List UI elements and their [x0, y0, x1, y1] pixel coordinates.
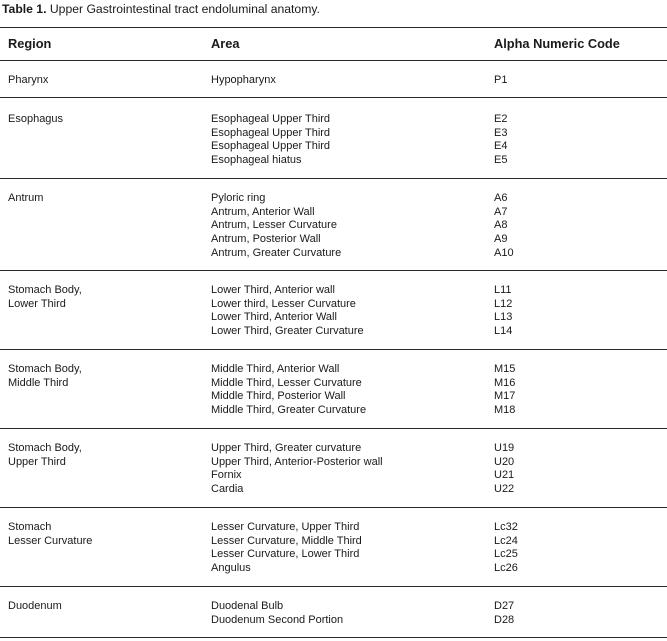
area-cell-line: Middle Third, Anterior Wall — [211, 363, 340, 375]
area-cell-line: Middle Third, Greater Curvature — [211, 404, 367, 417]
region-cell-line: Upper Third — [8, 455, 66, 468]
table-number: Table 1. — [2, 2, 47, 16]
area-cell — [211, 600, 343, 627]
region-cell-line: Stomach Body, — [8, 363, 82, 375]
code-cell-line: M16 — [494, 376, 516, 389]
code-cell-line: E3 — [494, 126, 508, 139]
code-cell — [494, 363, 515, 418]
area-cell-line: Duodenum Second Portion — [211, 613, 344, 626]
column-header-code: Alpha Numeric Code — [494, 36, 620, 51]
area-cell-line: Lesser Curvature, Lower Third — [211, 548, 360, 561]
region-cell-line: Stomach — [8, 521, 52, 533]
code-cell-line: A9 — [494, 233, 508, 246]
area-cell-line: Lesser Curvature, Middle Third — [211, 534, 362, 547]
code-cell-line: M17 — [494, 390, 516, 403]
code-cell-line: M15 — [494, 363, 516, 375]
region-cell — [8, 192, 43, 206]
area-cell-line: Lesser Curvature, Upper Third — [211, 521, 360, 533]
area-cell-line: Hypopharynx — [211, 74, 276, 86]
code-cell-line: E4 — [494, 140, 508, 153]
region-cell-line: Stomach Body, — [8, 284, 82, 296]
area-cell-line: Lower third, Lesser Curvature — [211, 297, 356, 310]
group-divider — [0, 637, 667, 638]
area-cell-line: Antrum, Greater Curvature — [211, 246, 342, 259]
area-cell-line: Antrum, Posterior Wall — [211, 233, 321, 246]
code-cell-line: E5 — [494, 154, 508, 167]
group-divider — [0, 349, 667, 350]
code-cell-line: A8 — [494, 219, 508, 232]
region-cell — [8, 284, 82, 311]
code-cell-line: D27 — [494, 600, 515, 612]
code-cell-line: Lc24 — [494, 534, 518, 547]
area-cell — [211, 74, 276, 88]
code-cell-line: U20 — [494, 455, 515, 468]
region-cell-line: Antrum — [8, 192, 44, 204]
code-cell-line: U22 — [494, 483, 515, 496]
table-top-rule — [0, 27, 667, 28]
group-divider — [0, 428, 667, 429]
area-cell-line: Antrum, Lesser Curvature — [211, 219, 337, 232]
group-divider — [0, 97, 667, 98]
group-divider — [0, 270, 667, 271]
region-cell — [8, 521, 92, 548]
code-cell-line: Lc32 — [494, 521, 518, 533]
code-cell-line: L14 — [494, 325, 513, 338]
area-cell-line: Esophageal Upper Third — [211, 140, 331, 153]
area-cell-line: Cardia — [211, 483, 244, 496]
area-cell-line: Lower Third, Anterior Wall — [211, 311, 337, 324]
code-cell — [494, 442, 514, 497]
area-cell-line: Lower Third, Greater Curvature — [211, 325, 364, 338]
region-cell-line: Pharynx — [8, 74, 49, 86]
code-cell-line: U21 — [494, 469, 515, 482]
area-cell-line: Middle Third, Posterior Wall — [211, 390, 346, 403]
area-cell — [211, 113, 330, 168]
area-cell-line: Fornix — [211, 469, 242, 482]
area-cell — [211, 442, 383, 497]
code-cell — [494, 113, 507, 168]
code-cell — [494, 74, 507, 88]
group-divider — [0, 586, 667, 587]
table-title: Upper Gastrointestinal tract endoluminal anatomy. — [49, 2, 320, 16]
column-header-area: Area — [211, 36, 240, 51]
code-cell-line: Lc26 — [494, 562, 518, 575]
code-cell-line: E2 — [494, 113, 508, 125]
code-cell-line: L13 — [494, 311, 513, 324]
area-cell-line: Duodenal Bulb — [211, 600, 284, 612]
code-cell-line: A7 — [494, 205, 508, 218]
code-cell — [494, 600, 514, 627]
area-cell-line: Upper Third, Anterior-Posterior wall — [211, 455, 383, 468]
code-cell-line: A10 — [494, 246, 514, 259]
header-bottom-rule — [0, 60, 667, 61]
column-header-region: Region — [8, 36, 52, 51]
area-cell — [211, 192, 341, 261]
region-cell-line: Duodenum — [8, 600, 62, 612]
region-cell — [8, 600, 62, 614]
region-cell — [8, 363, 82, 390]
region-cell — [8, 74, 48, 88]
area-cell — [211, 284, 364, 339]
area-cell-line: Pyloric ring — [211, 192, 266, 204]
area-cell-line: Antrum, Anterior Wall — [211, 205, 315, 218]
area-cell-line: Esophageal Upper Third — [211, 126, 331, 139]
region-cell — [8, 113, 63, 127]
code-cell — [494, 521, 518, 576]
code-cell-line: M18 — [494, 404, 516, 417]
area-cell — [211, 363, 366, 418]
area-cell-line: Esophageal hiatus — [211, 154, 302, 167]
region-cell — [8, 442, 82, 469]
group-divider — [0, 178, 667, 179]
region-cell-line: Middle Third — [8, 376, 69, 389]
area-cell-line: Angulus — [211, 562, 251, 575]
code-cell-line: D28 — [494, 613, 515, 626]
code-cell-line: A6 — [494, 192, 508, 204]
area-cell-line: Esophageal Upper Third — [211, 113, 331, 125]
code-cell-line: L11 — [494, 284, 512, 296]
table-caption — [2, 1, 320, 17]
code-cell — [494, 192, 514, 261]
area-cell-line: Lower Third, Anterior wall — [211, 284, 335, 296]
region-cell-line: Lower Third — [8, 297, 66, 310]
area-cell-line: Upper Third, Greater curvature — [211, 442, 362, 454]
region-cell-line: Stomach Body, — [8, 442, 82, 454]
area-cell-line: Middle Third, Lesser Curvature — [211, 376, 362, 389]
code-cell-line: Lc25 — [494, 548, 518, 561]
code-cell-line: L12 — [494, 297, 513, 310]
region-cell-line: Lesser Curvature — [8, 534, 93, 547]
code-cell — [494, 284, 512, 339]
code-cell-line: P1 — [494, 74, 508, 86]
region-cell-line: Esophagus — [8, 113, 64, 125]
group-divider — [0, 507, 667, 508]
code-cell-line: U19 — [494, 442, 515, 454]
area-cell — [211, 521, 362, 576]
